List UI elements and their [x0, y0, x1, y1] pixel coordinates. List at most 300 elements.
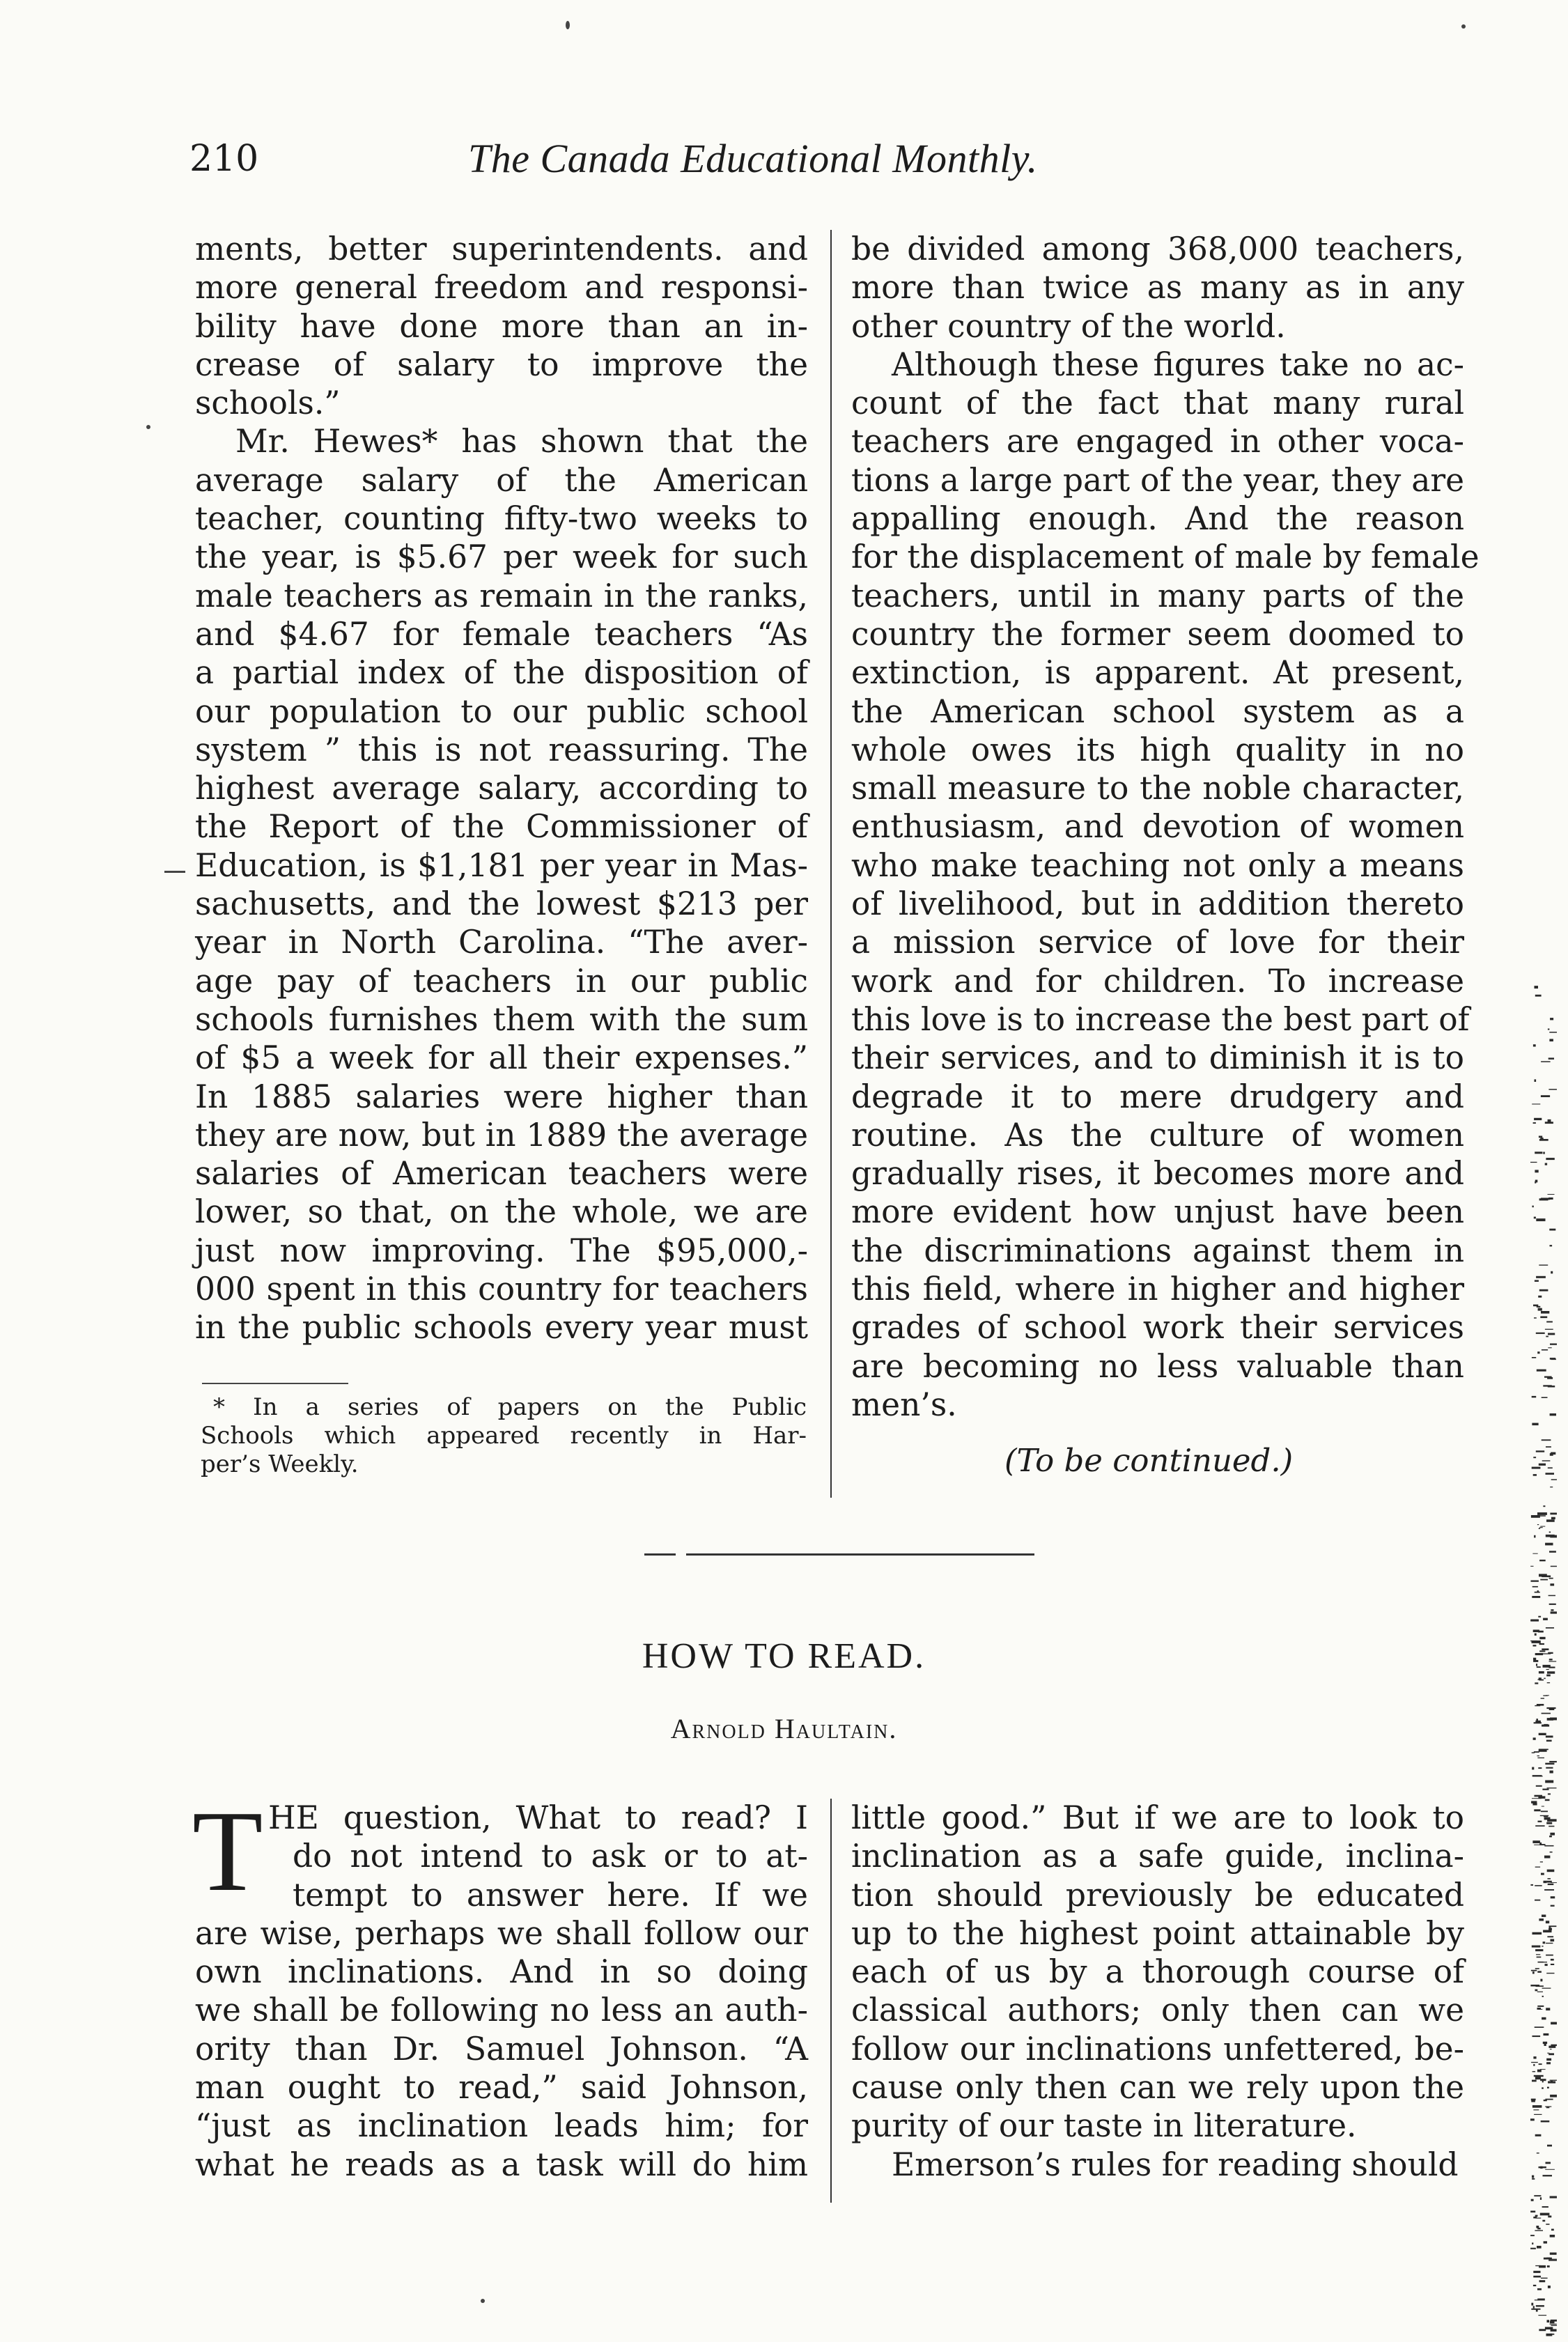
scan-noise-mark: [1547, 1682, 1550, 1683]
scan-noise-mark: [1534, 2114, 1542, 2115]
text-line: Emerson’s rules for reading should: [892, 2146, 1459, 2183]
scan-noise-mark: [1551, 2320, 1557, 2322]
scan-noise-mark: [1544, 1881, 1547, 1883]
text-line: more evident how unjust have been: [851, 1193, 1464, 1231]
text-line: work and for children. To increase: [851, 962, 1464, 1000]
scan-noise-mark: [1540, 2197, 1542, 2200]
scan-noise-mark: [1549, 2259, 1557, 2260]
scan-noise-mark: [1547, 2265, 1550, 2267]
scan-noise-mark: [1545, 1763, 1554, 1765]
scan-noise-mark: [1547, 2320, 1550, 2322]
scan-noise-mark: [1548, 1826, 1554, 1827]
scan-noise-mark: [1539, 1637, 1545, 1639]
scan-noise-mark: [1548, 1793, 1551, 1794]
scan-noise-mark: [1543, 1930, 1551, 1933]
scan-noise-mark: [1532, 1752, 1535, 1753]
scan-noise-mark: [1535, 1592, 1540, 1593]
scan-noise-mark: [1531, 1515, 1540, 1518]
scan-noise-mark: [1543, 1152, 1545, 1154]
scan-noise-mark: [1537, 1957, 1542, 1958]
drop-cap: T: [192, 1787, 263, 1915]
scan-noise-mark: [1551, 1452, 1555, 1455]
scan-noise-mark: [1545, 1799, 1550, 1801]
scan-noise-mark: [1547, 2145, 1552, 2147]
scan-noise-mark: [1535, 1079, 1537, 1082]
scan-noise-mark: [1531, 2303, 1533, 2306]
scan-noise-mark: [1545, 1781, 1553, 1783]
scan-noise-mark: [1551, 1905, 1555, 1907]
scan-noise-mark: [1530, 1162, 1537, 1163]
scan-noise-mark: [1546, 1675, 1551, 1677]
scan-noise-mark: [1546, 1707, 1555, 1709]
text-line: 000 spent in this country for teachers: [195, 1271, 808, 1308]
scan-noise-mark: [1549, 1604, 1556, 1605]
scan-noise-mark: [1532, 1932, 1542, 1934]
text-line: man ought to read,” said Johnson,: [195, 2069, 808, 2107]
scan-noise-mark: [1548, 1386, 1555, 1388]
text-line: bility have done more than an in-: [195, 307, 808, 345]
scan-noise-mark: [1538, 1296, 1542, 1298]
scan-noise-mark: [1549, 1659, 1553, 1660]
scan-noise-mark: [1542, 1725, 1549, 1727]
scan-noise-mark: [1533, 1122, 1536, 1124]
scan-noise-mark: [1548, 1347, 1551, 1348]
text-line: tion should previously be educated: [851, 1876, 1464, 1914]
text-line: other country of the world.: [851, 307, 1286, 345]
scan-noise-mark: [1533, 1658, 1536, 1660]
text-line: their services, and to diminish it is to: [851, 1039, 1464, 1077]
column-divider: [830, 230, 832, 1498]
section-rule: [644, 1553, 676, 1556]
scan-noise-mark: [1532, 1775, 1542, 1776]
scan-noise-mark: [1535, 1151, 1542, 1154]
scan-noise-mark: [1542, 2017, 1546, 2020]
scan-noise-mark: [1532, 2080, 1537, 2082]
scan-noise-mark: [1531, 1801, 1537, 1803]
scan-noise-mark: [1535, 1900, 1540, 1901]
scan-noise-mark: [1549, 1532, 1551, 1533]
scan-noise-mark: [1535, 1653, 1543, 1655]
scan-speck: [566, 21, 570, 29]
scan-noise-mark: [1535, 1867, 1540, 1868]
scan-noise-mark: [1532, 1596, 1540, 1598]
scan-noise-mark: [1543, 2175, 1553, 2176]
scan-noise-mark: [1546, 2224, 1549, 2225]
scan-noise-mark: [1539, 1560, 1546, 1561]
text-line: inclination as a safe guide, inclina-: [851, 1838, 1464, 1875]
scan-noise-mark: [1545, 1964, 1548, 1966]
scan-noise-mark: [1542, 1946, 1543, 1947]
scan-noise-mark: [1542, 1789, 1548, 1790]
scan-noise-mark: [1534, 2195, 1541, 2196]
scan-noise-mark: [1547, 1671, 1555, 1673]
scan-noise-mark: [1548, 1089, 1557, 1090]
scan-noise-mark: [1544, 2033, 1549, 2035]
scan-speck: [481, 2299, 485, 2303]
scan-noise-mark: [1551, 1566, 1557, 1567]
scan-noise-mark: [1534, 1317, 1537, 1319]
scan-noise-mark: [1551, 2081, 1553, 2083]
scan-noise-mark: [1541, 1095, 1550, 1097]
scan-noise-mark: [1542, 1439, 1551, 1441]
scan-noise-mark: [1532, 1946, 1541, 1948]
scan-noise-mark: [1542, 1996, 1544, 1997]
scan-noise-mark: [1551, 1271, 1553, 1274]
text-line: a partial index of the disposition of: [195, 654, 808, 692]
text-line: who make teaching not only a means: [851, 846, 1464, 884]
scan-noise-mark: [1532, 1767, 1534, 1770]
scan-noise-mark: [1549, 1032, 1557, 1033]
footnote: [201, 1393, 807, 1479]
scan-noise-mark: [1537, 1351, 1539, 1354]
scan-noise-mark: [1530, 2235, 1535, 2236]
scan-noise-mark: [1548, 1194, 1555, 1195]
scan-noise-mark: [1549, 1761, 1557, 1762]
scan-noise-mark: [1546, 1535, 1555, 1537]
scan-noise-mark: [1547, 1936, 1553, 1937]
scan-noise-mark: [1547, 1787, 1557, 1788]
scan-noise-mark: [1548, 2286, 1551, 2288]
scan-noise-mark: [1544, 1678, 1545, 1680]
scan-noise-mark: [1537, 1370, 1546, 1372]
scan-noise-mark: [1530, 1884, 1533, 1886]
scan-noise-mark: [1533, 1474, 1537, 1476]
scan-noise-mark: [1546, 1669, 1549, 1670]
page-number: 210: [189, 138, 259, 180]
scan-noise-mark: [1539, 2166, 1546, 2168]
text-line: schools furnishes them with the sum: [195, 1000, 808, 1038]
text-line: extinction, is apparent. At present,: [851, 654, 1464, 692]
scan-noise-mark: [1537, 2006, 1544, 2007]
scan-noise-mark: [1534, 1118, 1542, 1120]
scan-noise-mark: [1546, 2008, 1550, 2010]
scan-noise-mark: [1535, 1968, 1539, 1969]
text-line: average salary of the American: [195, 461, 808, 499]
scan-noise-mark: [1544, 2241, 1547, 2243]
scan-noise-mark: [1537, 2288, 1542, 2290]
scan-noise-mark: [1532, 1586, 1538, 1588]
scan-noise-mark: [1550, 2324, 1557, 2325]
scan-noise-mark: [1545, 2169, 1555, 2170]
text-line: little good.” But if we are to look to: [851, 1799, 1464, 1836]
scan-noise-mark: [1539, 1643, 1544, 1645]
text-line: Mr. Hewes* has shown that the: [235, 423, 808, 460]
scan-noise-mark: [1550, 2080, 1557, 2081]
scan-noise-mark: [1542, 1713, 1551, 1714]
scan-noise-mark: [1533, 2064, 1535, 2066]
scan-noise-mark: [1548, 1467, 1553, 1468]
scan-noise-mark: [1536, 1954, 1540, 1955]
text-line: Education, is $1,181 per year in Mas-: [195, 846, 808, 884]
scan-noise-mark: [1546, 1627, 1554, 1629]
scan-noise-mark: [1550, 2253, 1557, 2255]
scan-noise-mark: [1534, 2075, 1544, 2077]
text-line: men’s.: [851, 1386, 957, 1423]
scan-noise-mark: [1539, 2063, 1542, 2065]
scan-noise-mark: [1535, 986, 1539, 988]
scan-noise-mark: [1549, 1578, 1553, 1579]
scan-noise-mark: [1534, 1217, 1536, 1219]
scan-noise-mark: [1543, 1618, 1548, 1620]
scan-noise-mark: [1532, 1971, 1535, 1973]
scan-noise-mark: [1550, 1245, 1553, 1246]
scan-noise-mark: [1548, 1878, 1551, 1879]
scan-noise-mark: [1542, 1806, 1544, 1807]
scan-noise-mark: [1546, 1921, 1549, 1923]
article-title: HOW TO READ.: [642, 1636, 926, 1676]
scan-noise-mark: [1544, 1889, 1554, 1891]
scan-noise-mark: [1540, 1979, 1542, 1982]
scan-noise-mark: [1550, 2196, 1557, 2198]
scan-edge-noise: [1515, 975, 1557, 2341]
scan-noise-mark: [1550, 1413, 1556, 1416]
scan-noise-mark: [1539, 1139, 1548, 1141]
scan-noise-mark: [1537, 1306, 1541, 1308]
text-line: teachers, until in many parts of the: [851, 577, 1464, 614]
scan-noise-mark: [1539, 1289, 1548, 1292]
scan-noise-mark: [1531, 2062, 1538, 2063]
scan-noise-mark: [1548, 1595, 1555, 1597]
scan-noise-mark: [1533, 2306, 1535, 2308]
scan-noise-mark: [1548, 2216, 1551, 2218]
scan-noise-mark: [1537, 1704, 1544, 1706]
scan-noise-mark: [1546, 1740, 1552, 1742]
scan-noise-mark: [1536, 2305, 1544, 2306]
scan-noise-mark: [1533, 2276, 1541, 2278]
scan-noise-mark: [1540, 1526, 1545, 1527]
scan-noise-mark: [1537, 1524, 1539, 1525]
scan-noise-mark: [1547, 1819, 1557, 1822]
text-line: for the displacement of male by female: [851, 538, 1480, 576]
footnote-rule: [202, 1383, 348, 1384]
scan-speck: [146, 425, 150, 429]
scan-speck: [1461, 24, 1466, 29]
scan-noise-mark: [1537, 1512, 1547, 1515]
scan-noise-mark: [1545, 1163, 1547, 1165]
to-be-continued: [1004, 1442, 1293, 1479]
scan-noise-mark: [1550, 1344, 1557, 1345]
text-line: tions a large part of the year, they are: [851, 461, 1464, 499]
scan-noise-mark: [1532, 2035, 1541, 2037]
scan-noise-mark: [1535, 2026, 1544, 2028]
scan-noise-mark: [1537, 2228, 1540, 2229]
scan-noise-mark: [1538, 1767, 1542, 1769]
scan-noise-mark: [1538, 1616, 1541, 1618]
scan-noise-mark: [1535, 2230, 1543, 2231]
scan-noise-mark: [1535, 1280, 1539, 1282]
text-line: tempt to answer here. If we: [293, 1876, 808, 1914]
article-right-column: [851, 1799, 1464, 2184]
scan-noise-mark: [1550, 1358, 1555, 1360]
scan-noise-mark: [1551, 1609, 1553, 1611]
scan-noise-mark: [1546, 1695, 1549, 1696]
scan-noise-mark: [1541, 1311, 1549, 1314]
section-rule: [686, 1553, 1034, 1556]
scan-noise-mark: [1539, 1671, 1544, 1673]
scan-noise-mark: [1546, 1321, 1553, 1323]
scan-noise-mark: [1535, 1682, 1538, 1684]
text-line: classical authors; only then can we: [851, 1992, 1464, 2029]
scan-noise-mark: [1533, 2109, 1539, 2110]
text-line: of $5 a week for all their expenses.”: [195, 1039, 808, 1077]
scan-noise-mark: [1545, 1329, 1553, 1330]
scan-noise-mark: [1535, 2077, 1541, 2079]
scan-noise-mark: [1542, 1648, 1548, 1650]
scan-noise-mark: [1538, 1821, 1542, 1822]
text-line: what he reads as a task will do him: [195, 2146, 808, 2183]
text-line: grades of school work their services: [851, 1309, 1464, 1347]
scan-noise-mark: [1550, 1852, 1553, 1853]
scan-noise-mark: [1546, 1473, 1555, 1475]
scan-noise-mark: [1542, 1460, 1551, 1461]
text-line: this love is to increase the best part of: [851, 1000, 1470, 1038]
scan-noise-mark: [1540, 1579, 1548, 1581]
scan-noise-mark: [1546, 1767, 1553, 1769]
text-line: more general freedom and responsi-: [195, 269, 808, 307]
scan-noise-mark: [1539, 1749, 1548, 1751]
scan-noise-mark: [1539, 1650, 1545, 1652]
scan-noise-mark: [1536, 1664, 1537, 1666]
text-line: purity of our taste in literature.: [851, 2107, 1357, 2145]
scan-noise-mark: [1532, 1206, 1534, 1208]
scan-noise-mark: [1539, 1528, 1540, 1529]
scan-noise-mark: [1535, 995, 1542, 997]
scan-noise-mark: [1544, 2043, 1546, 2046]
scan-noise-mark: [1543, 1941, 1546, 1944]
scan-noise-mark: [1531, 2309, 1540, 2310]
scan-noise-mark: [1546, 1955, 1553, 1956]
scan-noise-mark: [1541, 1873, 1544, 1875]
scan-noise-mark: [1535, 1795, 1543, 1797]
scan-noise-mark: [1533, 2056, 1536, 2058]
scan-noise-mark: [1550, 1833, 1555, 1836]
text-line: in the public schools every year must: [195, 1309, 808, 1347]
scan-noise-mark: [1549, 1039, 1553, 1041]
text-line: In 1885 salaries were higher than: [195, 1078, 808, 1115]
footnote-line: Schools which appeared recently in Har-: [201, 1422, 807, 1450]
scan-noise-mark: [1530, 2211, 1535, 2213]
scan-noise-mark: [1550, 1018, 1553, 1020]
text-line: the American school system as a: [851, 692, 1464, 730]
scan-noise-mark: [1536, 1218, 1545, 1221]
scan-noise-mark: [1551, 2229, 1554, 2231]
scan-noise-mark: [1537, 1755, 1540, 1756]
scan-noise-mark: [1542, 2206, 1548, 2208]
scan-noise-mark: [1532, 1103, 1540, 1104]
scan-noise-mark: [1535, 1634, 1537, 1636]
scan-noise-mark: [1550, 1771, 1553, 1774]
text-line: teacher, counting fifty-two weeks to: [195, 500, 808, 538]
scan-noise-mark: [1536, 1450, 1544, 1452]
text-line: small measure to the noble character,: [851, 770, 1464, 807]
text-line: lower, so that, on the whole, we are: [195, 1193, 808, 1231]
text-line: HE question, What to read? I: [268, 1799, 808, 1836]
text-line: crease of salary to improve the: [195, 346, 808, 383]
scan-noise-mark: [1541, 1138, 1543, 1140]
scan-noise-mark: [1533, 1457, 1536, 1458]
scan-noise-mark: [1537, 2070, 1542, 2072]
scan-noise-mark: [1533, 1660, 1538, 1662]
scan-noise-mark: [1530, 1985, 1539, 1987]
text-line: routine. As the culture of women: [851, 1116, 1464, 1154]
scan-noise-mark: [1546, 1446, 1551, 1448]
scan-noise-mark: [1538, 2315, 1546, 2316]
left-column-top: [195, 230, 808, 1347]
scan-noise-mark: [1548, 1029, 1550, 1030]
scan-noise-mark: [1531, 1970, 1537, 1971]
scan-noise-mark: [1533, 2217, 1537, 2219]
text-line: a mission service of love for their: [851, 924, 1464, 961]
scan-noise-mark: [1542, 2220, 1545, 2222]
scan-noise-mark: [1537, 2299, 1545, 2301]
scan-noise-mark: [1551, 1896, 1555, 1898]
scan-noise-mark: [1541, 2278, 1548, 2279]
scan-noise-mark: [1535, 1170, 1538, 1172]
scan-noise-mark: [1535, 1949, 1543, 1951]
scan-noise-mark: [1548, 2053, 1554, 2055]
scan-noise-mark: [1548, 2046, 1555, 2048]
scan-noise-mark: [1547, 1377, 1553, 1379]
scan-noise-mark: [1539, 1264, 1548, 1265]
scan-noise-mark: [1546, 1822, 1552, 1824]
scan-noise-mark: [1534, 1535, 1535, 1538]
scan-noise-mark: [1548, 1333, 1555, 1335]
scan-noise-mark: [1533, 1630, 1539, 1633]
text-line: ments, better superintendents. and: [195, 231, 808, 267]
text-line: more than twice as many as in any: [851, 269, 1464, 307]
article-left-column: [195, 1799, 808, 2184]
scan-noise-mark: [1540, 2213, 1550, 2216]
scan-noise-mark: [1540, 1815, 1548, 1816]
scan-noise-mark: [1550, 2095, 1557, 2097]
scan-noise-mark: [1551, 2022, 1557, 2025]
scan-noise-mark: [1537, 1666, 1541, 1668]
scan-noise-mark: [1539, 1464, 1546, 1466]
scan-noise-mark: [1536, 1785, 1542, 1787]
scan-noise-mark: [1540, 1317, 1547, 1319]
scan-noise-mark: [1549, 1551, 1556, 1553]
scan-noise-mark: [1535, 2265, 1540, 2266]
scan-noise-mark: [1532, 1423, 1538, 1426]
text-line: country the former seem doomed to: [851, 615, 1464, 653]
footnote-line: per’s Weekly.: [201, 1450, 359, 1478]
scan-noise-mark: [1548, 1884, 1554, 1885]
scan-noise-mark: [1540, 1844, 1546, 1845]
text-line: salaries of American teachers were: [195, 1155, 808, 1193]
scan-noise-mark: [1539, 1527, 1543, 1528]
scan-noise-mark: [1538, 1308, 1542, 1311]
text-line: year in North Carolina. “The aver-: [195, 924, 808, 961]
scan-noise-mark: [1551, 1479, 1557, 1480]
scan-noise-mark: [1546, 1336, 1548, 1337]
scan-noise-mark: [1541, 1198, 1550, 1200]
scan-noise-mark: [1538, 1962, 1544, 1963]
scan-noise-mark: [1546, 1943, 1553, 1944]
text-line: of livelihood, but in addition thereto: [851, 885, 1464, 923]
text-line: up to the highest point attainable by: [851, 1914, 1464, 1952]
scan-noise-mark: [1539, 1136, 1542, 1138]
scan-noise-mark: [1546, 2058, 1551, 2061]
text-line: appalling enough. And the reason: [851, 500, 1464, 538]
text-line: “just as inclination leads him; for: [195, 2107, 808, 2145]
text-line: schools.”: [195, 385, 341, 422]
text-line: the year, is $5.67 per week for such: [195, 538, 808, 576]
right-column-top: [851, 230, 1480, 1424]
scan-noise-mark: [1545, 2327, 1553, 2329]
text-line: each of us by a thorough course of: [851, 1953, 1464, 1991]
scan-noise-mark: [1536, 1276, 1546, 1278]
scan-noise-mark: [1541, 1810, 1548, 1812]
